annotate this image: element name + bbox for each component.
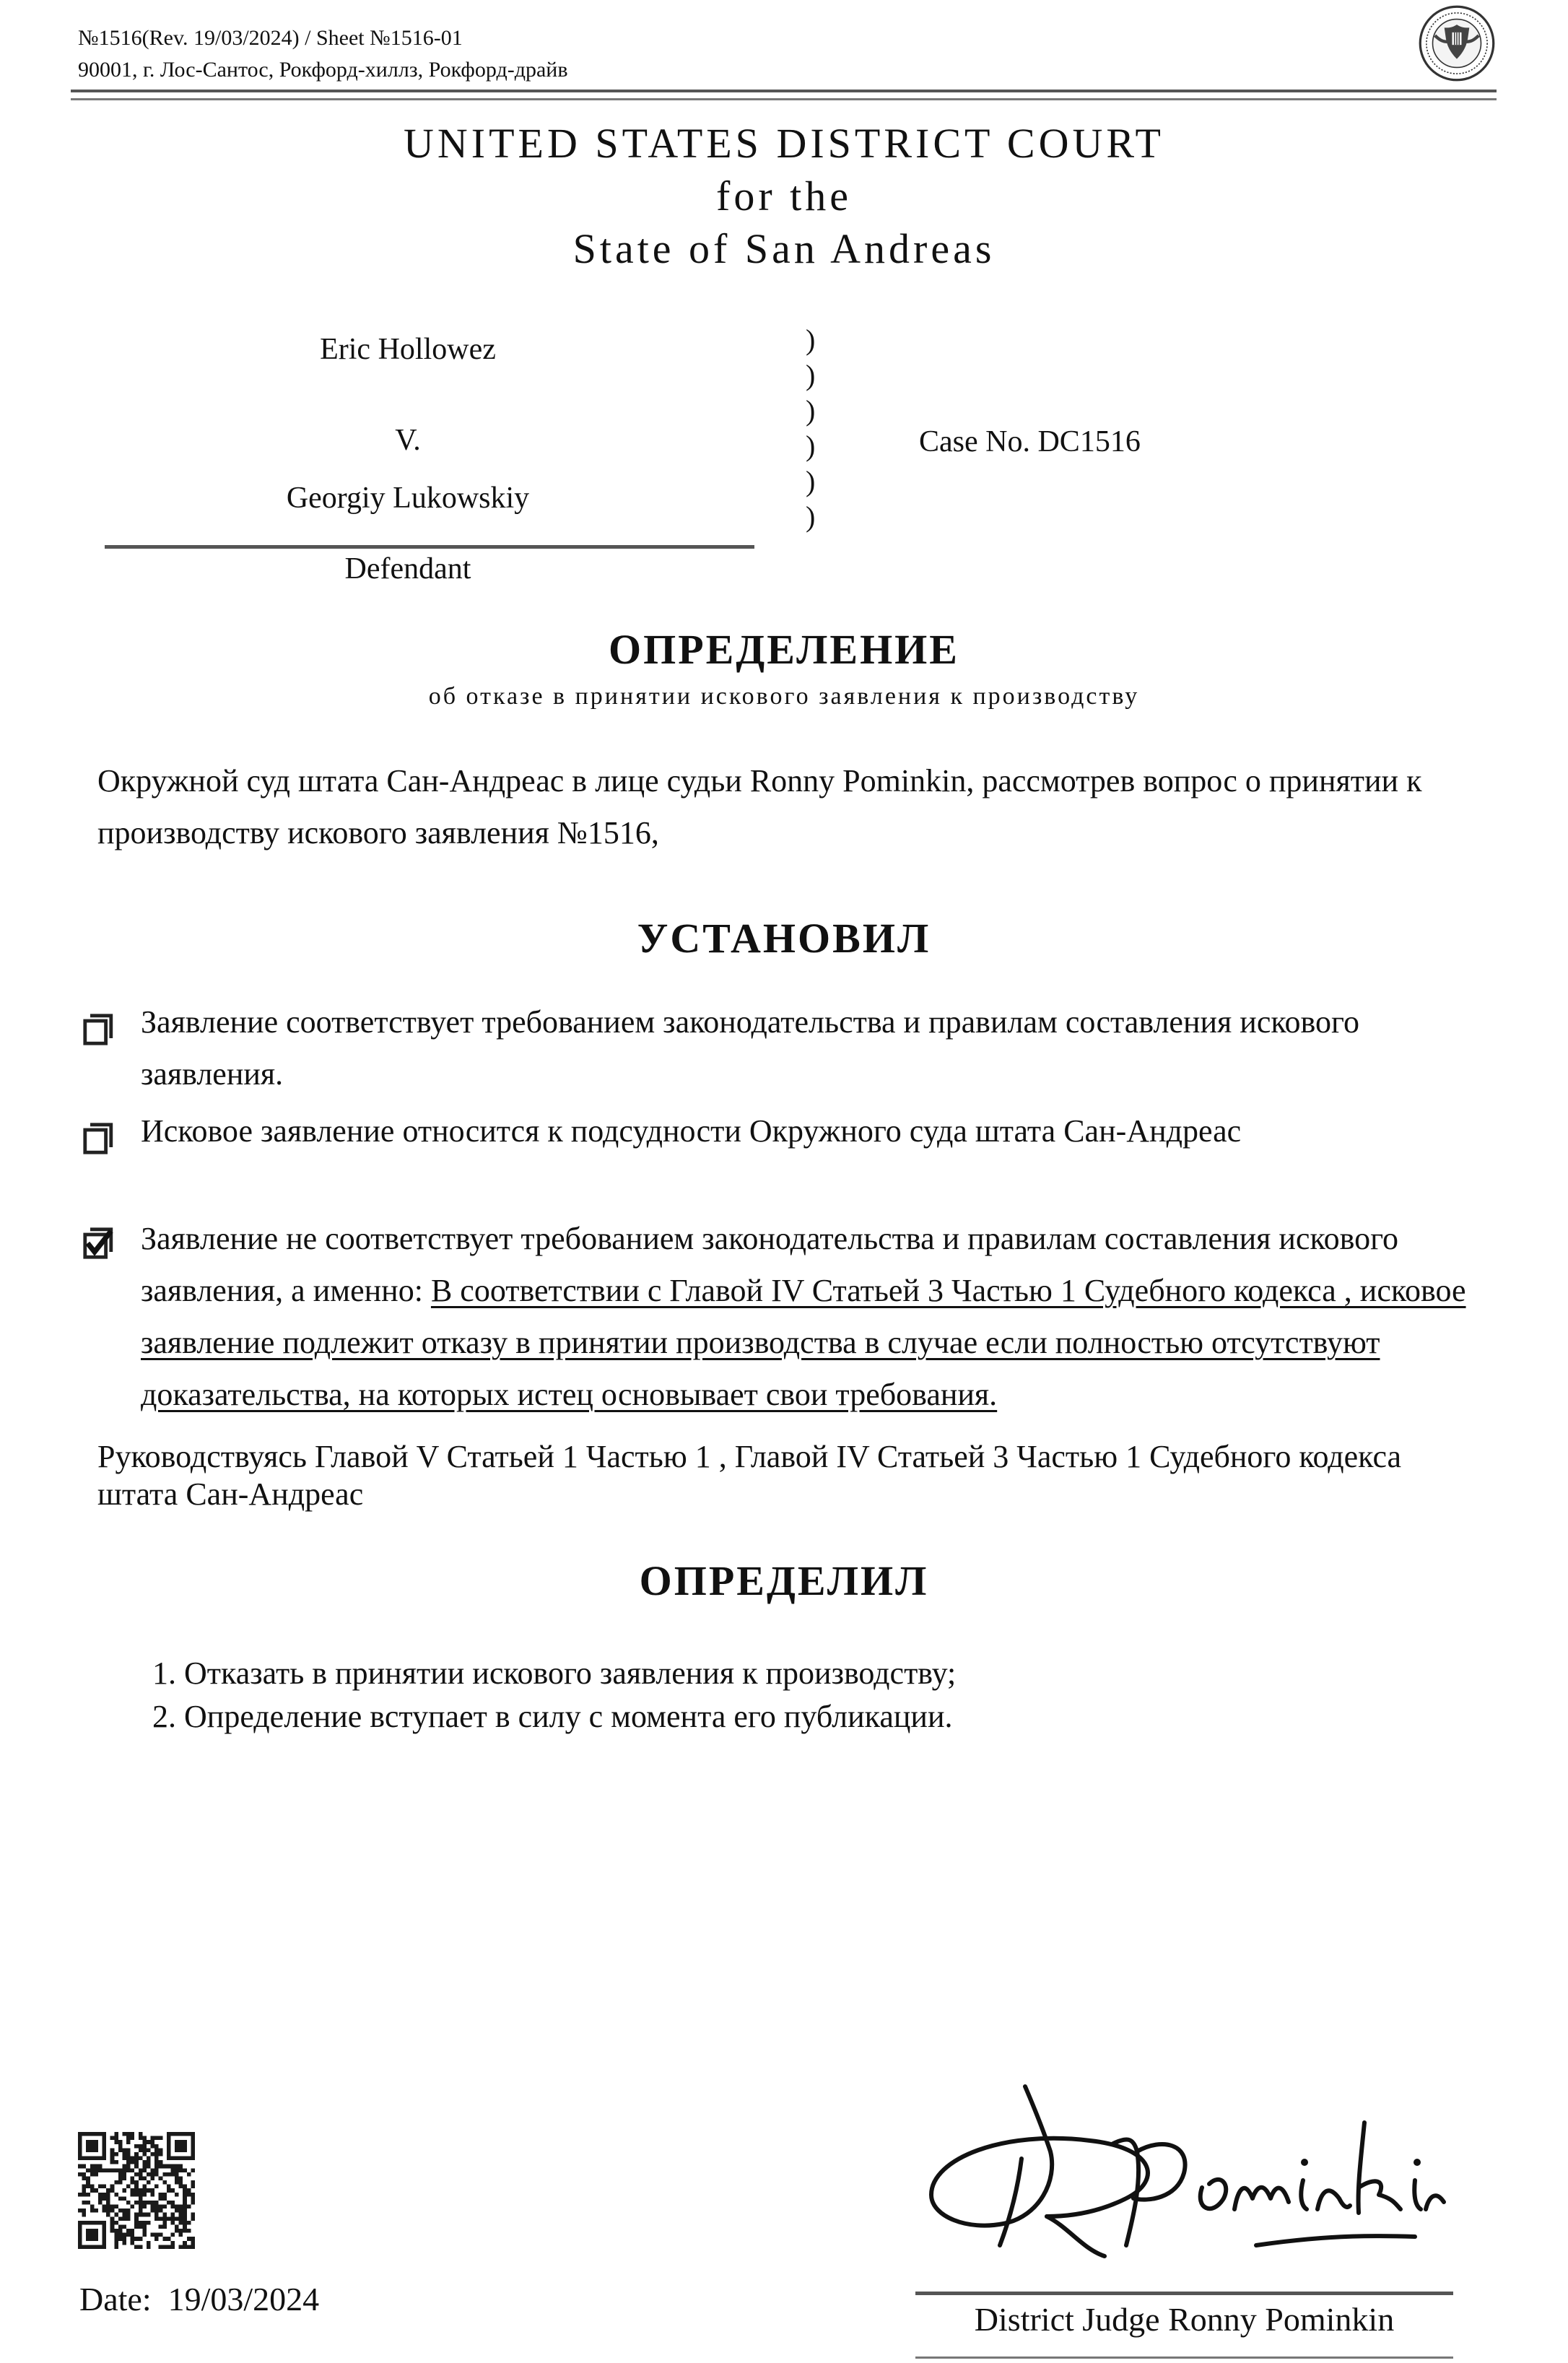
established-item-3 <box>141 1213 1491 1421</box>
ruling-heading: ОПРЕДЕЛИЛ <box>639 1557 929 1604</box>
checkbox-checked-icon <box>82 1226 116 1261</box>
paren: ) <box>806 430 816 462</box>
form-number: №1516(Rev. 19/03/2024) / Sheet №1516-01 <box>78 26 463 50</box>
date-label: Date: <box>79 2281 152 2318</box>
ruling-item-1: 1. Отказать в принятии искового заявления к производству; <box>184 1652 956 1695</box>
plaintiff-name: Eric Hollowez <box>320 333 496 366</box>
judge-signature <box>917 2072 1451 2281</box>
court-name-line3: State of San Andreas <box>572 225 996 272</box>
court-address: 90001, г. Лос-Сантос, Рокфорд-хиллз, Рокфорд-драйв <box>78 58 568 82</box>
versus-label: V. <box>395 424 421 457</box>
defendant-name: Georgiy Lukowskiy <box>286 482 530 515</box>
established-item-2: Исковое заявление относится к подсудности Окружного суда штата Сан-Андреас <box>141 1113 1242 1149</box>
document-title: ОПРЕДЕЛЕНИЕ <box>609 626 959 673</box>
qr-code-icon <box>78 2132 195 2249</box>
case-number: Case No. DC1516 <box>919 425 1141 458</box>
header-divider-secondary <box>71 98 1497 100</box>
defendant-role: Defendant <box>344 552 471 586</box>
date-line <box>79 2280 319 2318</box>
paren: ) <box>806 394 816 427</box>
court-name-line2: for the <box>716 173 852 219</box>
ruling-item-2: 2. Определение вступает в силу с момента его публикации. <box>184 1695 956 1738</box>
checkbox-unchecked-icon <box>82 1012 116 1047</box>
established-item-1: Заявление соответствует требованием законодательства и правилам составления искового заявления. <box>141 1004 1359 1092</box>
intro-paragraph: Окружной суд штата Сан-Андреас в лице судьи Ronny Pominkin, рассмотрев вопрос о принятии к производству искового заявления №1516, <box>97 763 1422 850</box>
ruling-list <box>144 1652 956 1738</box>
established-item-3-detail: В соответствии с Главой IV Статьей 3 Частью 1 Судебного кодекса , исковое заявление подлежит отказу в принятии производства в случае если полностью отсутствуют доказательства, на которых истец основывает свои требования. <box>141 1273 1466 1412</box>
established-item-3-text: Заявление не соответствует требованием законодательства и правилам составления искового заявления, а именно: <box>141 1221 1399 1308</box>
paren: ) <box>806 359 816 391</box>
date-value: 19/03/2024 <box>167 2281 320 2318</box>
paren: ) <box>806 465 816 497</box>
caption-divider <box>105 545 754 549</box>
signature-line <box>915 2292 1453 2295</box>
court-seal-icon <box>1418 4 1496 82</box>
paren: ) <box>806 323 816 356</box>
checkbox-unchecked-icon <box>82 1121 116 1156</box>
guided-by-paragraph: Руководствуясь Главой V Статьей 1 Частью 1 , Главой IV Статьей 3 Частью 1 Судебного кодекса штата Сан-Андреас <box>97 1439 1402 1512</box>
established-heading: УСТАНОВИЛ <box>637 915 931 962</box>
judge-name: District Judge Ronny Pominkin <box>974 2301 1395 2338</box>
court-name <box>0 117 1568 275</box>
caption-parentheses <box>806 322 815 534</box>
court-name-line1: UNITED STATES DISTRICT COURT <box>404 120 1164 167</box>
document-subtitle: об отказе в принятии искового заявления к производству <box>428 683 1140 710</box>
signature-underline <box>915 2357 1453 2359</box>
header-divider <box>71 90 1497 92</box>
paren: ) <box>806 500 816 533</box>
